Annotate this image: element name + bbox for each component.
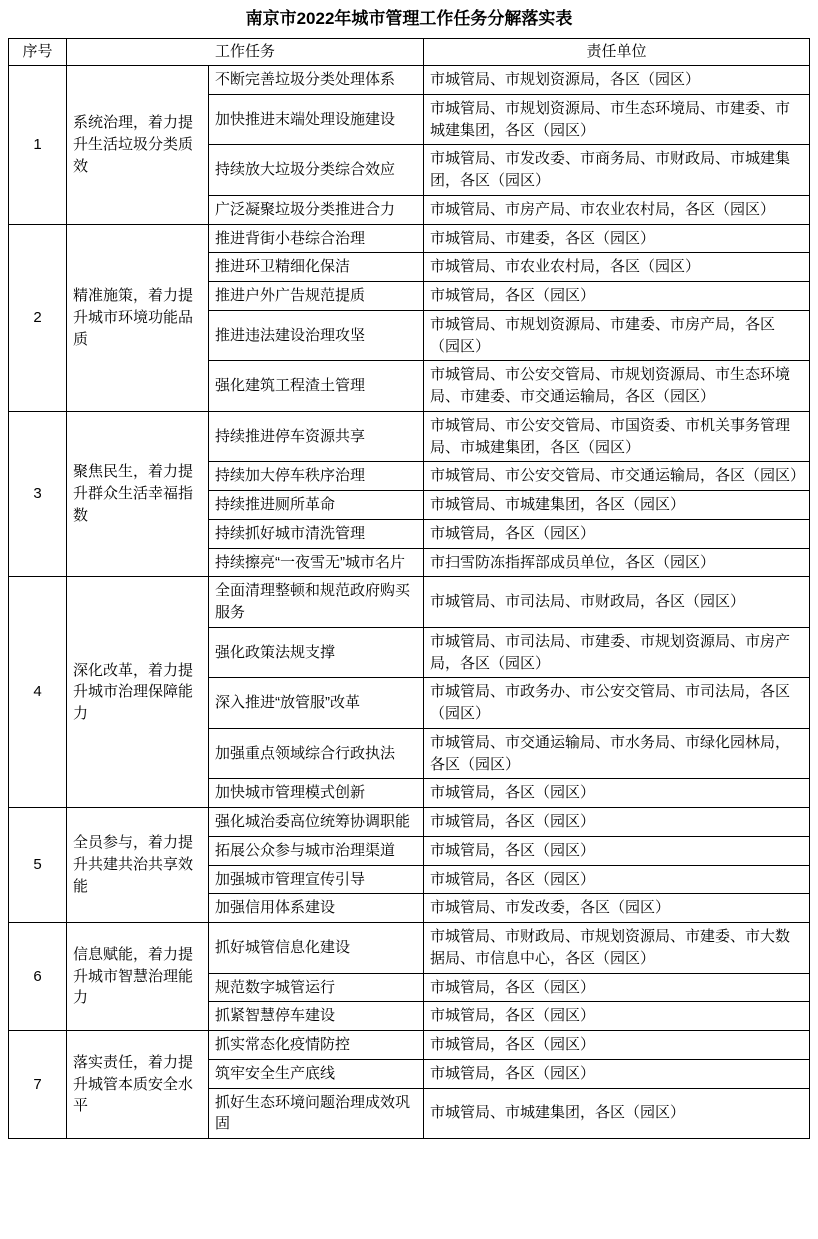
task-cell: 强化建筑工程渣土管理 [209, 361, 424, 412]
unit-cell: 市城管局、市发改委，各区（园区） [424, 894, 810, 923]
table-row [9, 411, 810, 462]
unit-cell: 市城管局、市城建集团，各区（园区） [424, 491, 810, 520]
task-cell: 持续放大垃圾分类综合效应 [209, 145, 424, 196]
unit-cell: 市城管局、市交通运输局、市水务局、市绿化园林局，各区（园区） [424, 728, 810, 779]
unit-cell: 市城管局、市城建集团，各区（园区） [424, 1088, 810, 1139]
task-cell: 抓好生态环境问题治理成效巩固 [209, 1088, 424, 1139]
unit-cell: 市城管局，各区（园区） [424, 836, 810, 865]
group-index-cell: 2 [9, 224, 67, 411]
unit-cell: 市城管局，各区（园区） [424, 865, 810, 894]
group-category-cell: 精准施策，着力提升城市环境功能品质 [67, 224, 209, 411]
unit-cell: 市城管局、市发改委、市商务局、市财政局、市城建集团，各区（园区） [424, 145, 810, 196]
task-cell: 持续加大停车秩序治理 [209, 462, 424, 491]
task-table [8, 38, 810, 1139]
group-category-cell: 信息赋能，着力提升城市智慧治理能力 [67, 923, 209, 1031]
unit-cell: 市城管局，各区（园区） [424, 519, 810, 548]
table-row [9, 66, 810, 95]
group-category-cell: 落实责任，着力提升城管本质安全水平 [67, 1031, 209, 1139]
task-cell: 加强信用体系建设 [209, 894, 424, 923]
table-row [9, 224, 810, 253]
unit-cell: 市扫雪防冻指挥部成员单位，各区（园区） [424, 548, 810, 577]
unit-cell: 市城管局、市公安交管局、市交通运输局，各区（园区） [424, 462, 810, 491]
unit-cell: 市城管局、市财政局、市规划资源局、市建委、市大数据局、市信息中心，各区（园区） [424, 923, 810, 974]
group-index-cell: 7 [9, 1031, 67, 1139]
task-cell: 推进户外广告规范提质 [209, 282, 424, 311]
task-cell: 推进背街小巷综合治理 [209, 224, 424, 253]
table-row [9, 923, 810, 974]
task-cell: 加快推进末端处理设施建设 [209, 94, 424, 145]
header-unit: 责任单位 [424, 39, 810, 66]
task-cell: 持续推进停车资源共享 [209, 411, 424, 462]
task-cell: 持续抓好城市清洗管理 [209, 519, 424, 548]
unit-cell: 市城管局、市公安交管局、市国资委、市机关事务管理局、市城建集团，各区（园区） [424, 411, 810, 462]
unit-cell: 市城管局，各区（园区） [424, 973, 810, 1002]
group-category-cell: 全员参与，着力提升共建共治共享效能 [67, 808, 209, 923]
unit-cell: 市城管局、市建委，各区（园区） [424, 224, 810, 253]
unit-cell: 市城管局，各区（园区） [424, 779, 810, 808]
task-cell: 加快城市管理模式创新 [209, 779, 424, 808]
task-cell: 抓好城管信息化建设 [209, 923, 424, 974]
unit-cell: 市城管局、市规划资源局，各区（园区） [424, 66, 810, 95]
unit-cell: 市城管局、市司法局、市建委、市规划资源局、市房产局，各区（园区） [424, 627, 810, 678]
group-index-cell: 3 [9, 411, 67, 577]
task-cell: 强化城治委高位统筹协调职能 [209, 808, 424, 837]
group-category-cell: 系统治理，着力提升生活垃圾分类质效 [67, 66, 209, 225]
task-cell: 加强城市管理宣传引导 [209, 865, 424, 894]
task-cell: 规范数字城管运行 [209, 973, 424, 1002]
task-cell: 持续推进厕所革命 [209, 491, 424, 520]
task-cell: 持续擦亮“一夜雪无”城市名片 [209, 548, 424, 577]
task-cell: 全面清理整顿和规范政府购买服务 [209, 577, 424, 628]
task-cell: 抓紧智慧停车建设 [209, 1002, 424, 1031]
group-category-cell: 深化改革，着力提升城市治理保障能力 [67, 577, 209, 808]
unit-cell: 市城管局、市司法局、市财政局，各区（园区） [424, 577, 810, 628]
task-cell: 强化政策法规支撑 [209, 627, 424, 678]
table-row [9, 808, 810, 837]
task-cell: 拓展公众参与城市治理渠道 [209, 836, 424, 865]
task-cell: 加强重点领域综合行政执法 [209, 728, 424, 779]
header-index: 序号 [9, 39, 67, 66]
unit-cell: 市城管局，各区（园区） [424, 1002, 810, 1031]
task-cell: 筑牢安全生产底线 [209, 1059, 424, 1088]
group-index-cell: 5 [9, 808, 67, 923]
task-cell: 不断完善垃圾分类处理体系 [209, 66, 424, 95]
header-row [9, 39, 810, 66]
unit-cell: 市城管局，各区（园区） [424, 1031, 810, 1060]
group-category-cell: 聚焦民生，着力提升群众生活幸福指数 [67, 411, 209, 577]
group-index-cell: 6 [9, 923, 67, 1031]
table-row [9, 1031, 810, 1060]
task-cell: 推进环卫精细化保洁 [209, 253, 424, 282]
unit-cell: 市城管局、市公安交管局、市规划资源局、市生态环境局、市建委、市交通运输局，各区（园区） [424, 361, 810, 412]
page-title: 南京市2022年城市管理工作任务分解落实表 [245, 9, 573, 28]
table-body [9, 66, 810, 1139]
task-cell: 推进违法建设治理攻坚 [209, 310, 424, 361]
table-header [9, 39, 810, 66]
header-task: 工作任务 [67, 39, 424, 66]
unit-cell: 市城管局，各区（园区） [424, 1059, 810, 1088]
unit-cell: 市城管局、市规划资源局、市建委、市房产局，各区（园区） [424, 310, 810, 361]
unit-cell: 市城管局、市农业农村局，各区（园区） [424, 253, 810, 282]
task-cell: 深入推进“放管服”改革 [209, 678, 424, 729]
unit-cell: 市城管局，各区（园区） [424, 808, 810, 837]
group-index-cell: 4 [9, 577, 67, 808]
task-cell: 抓实常态化疫情防控 [209, 1031, 424, 1060]
unit-cell: 市城管局，各区（园区） [424, 282, 810, 311]
table-row [9, 577, 810, 628]
unit-cell: 市城管局、市房产局、市农业农村局，各区（园区） [424, 195, 810, 224]
task-cell: 广泛凝聚垃圾分类推进合力 [209, 195, 424, 224]
unit-cell: 市城管局、市政务办、市公安交管局、市司法局，各区（园区） [424, 678, 810, 729]
unit-cell: 市城管局、市规划资源局、市生态环境局、市建委、市城建集团，各区（园区） [424, 94, 810, 145]
group-index-cell: 1 [9, 66, 67, 225]
